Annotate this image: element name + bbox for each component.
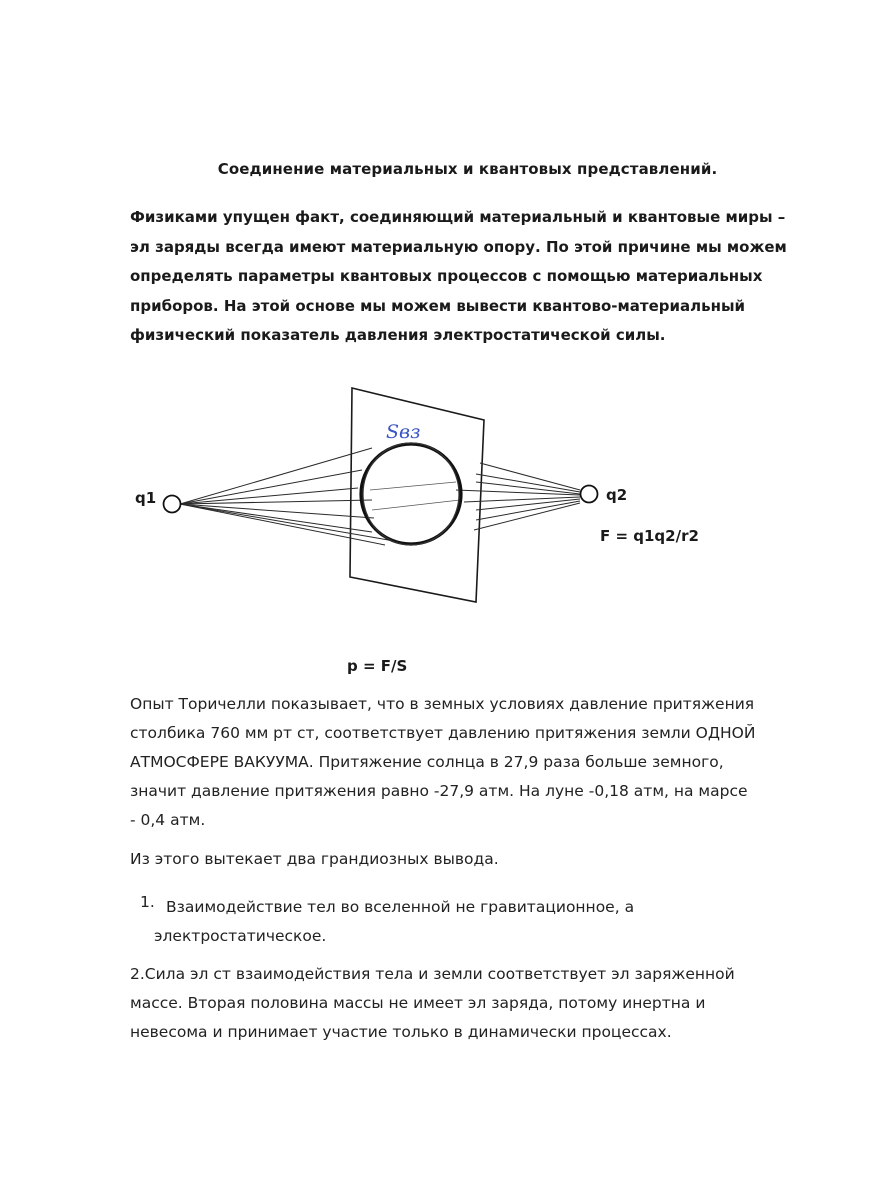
- interaction-area-circle-outline: [363, 443, 459, 545]
- paragraph-line: АТМОСФЕРЕ ВАКУУМА. Притяжение солнца в 27,9 раза больше земного,: [130, 753, 724, 771]
- paragraph-line: массе. Вторая половина массы не имеет эл заряда, потому инертна и: [130, 994, 706, 1012]
- paragraph-line: - 0,4 атм.: [130, 811, 206, 829]
- charge-q2-label: q2: [606, 486, 628, 504]
- pressure-formula: p = F/S: [347, 657, 408, 675]
- inner-lines: [370, 482, 460, 510]
- paragraph-line: невесома и принимает участие только в динамически процессах.: [130, 1023, 672, 1041]
- conclusions-intro: [130, 845, 810, 874]
- intro-paragraph: [130, 203, 810, 351]
- charge-q1-label: q1: [135, 489, 157, 507]
- charge-q2-circle: [581, 486, 598, 503]
- area-label: Sвз: [386, 421, 421, 443]
- paragraph-line: столбика 760 мм рт ст, соответствует давлению притяжения земли ОДНОЙ: [130, 724, 756, 742]
- paragraph-line: 2.Сила эл ст взаимодействия тела и земли соответствует эл заряженной: [130, 965, 735, 983]
- charge-interaction-diagram: [0, 370, 873, 630]
- list-item-line: Взаимодействие тел во вселенной не гравитационное, а: [166, 898, 635, 916]
- paragraph-line: Опыт Торичелли показывает, что в земных условиях давление притяжения: [130, 695, 755, 713]
- page-title: Соединение материальных и квантовых представлений.: [217, 160, 718, 178]
- torricelli-paragraph: [130, 690, 810, 835]
- conclusion-2: [130, 960, 810, 1047]
- intro-line: физический показатель давления электростатической силы.: [130, 326, 666, 344]
- force-formula: F = q1q2/r2: [600, 527, 699, 545]
- paragraph-line: значит давление притяжения равно -27,9 атм. На луне -0,18 атм, на марсе: [130, 782, 748, 800]
- conclusion-1: [154, 893, 806, 951]
- intro-line: определять параметры квантовых процессов с помощью материальных: [130, 267, 763, 285]
- conclusions-intro-text: Из этого вытекает два грандиозных вывода.: [130, 850, 499, 868]
- list-number: 1.: [140, 893, 155, 911]
- intro-line: эл заряды всегда имеют материальную опору. По этой причине мы можем: [130, 237, 787, 256]
- intro-line: приборов. На этой основе мы можем вывести квантово-материальный: [130, 296, 746, 315]
- intro-line: Физиками упущен факт, соединяющий материальный и квантовые миры –: [130, 208, 786, 226]
- field-lines-q2: [456, 463, 580, 530]
- charge-q1-circle: [164, 496, 181, 513]
- list-item-line: электростатическое.: [154, 927, 327, 945]
